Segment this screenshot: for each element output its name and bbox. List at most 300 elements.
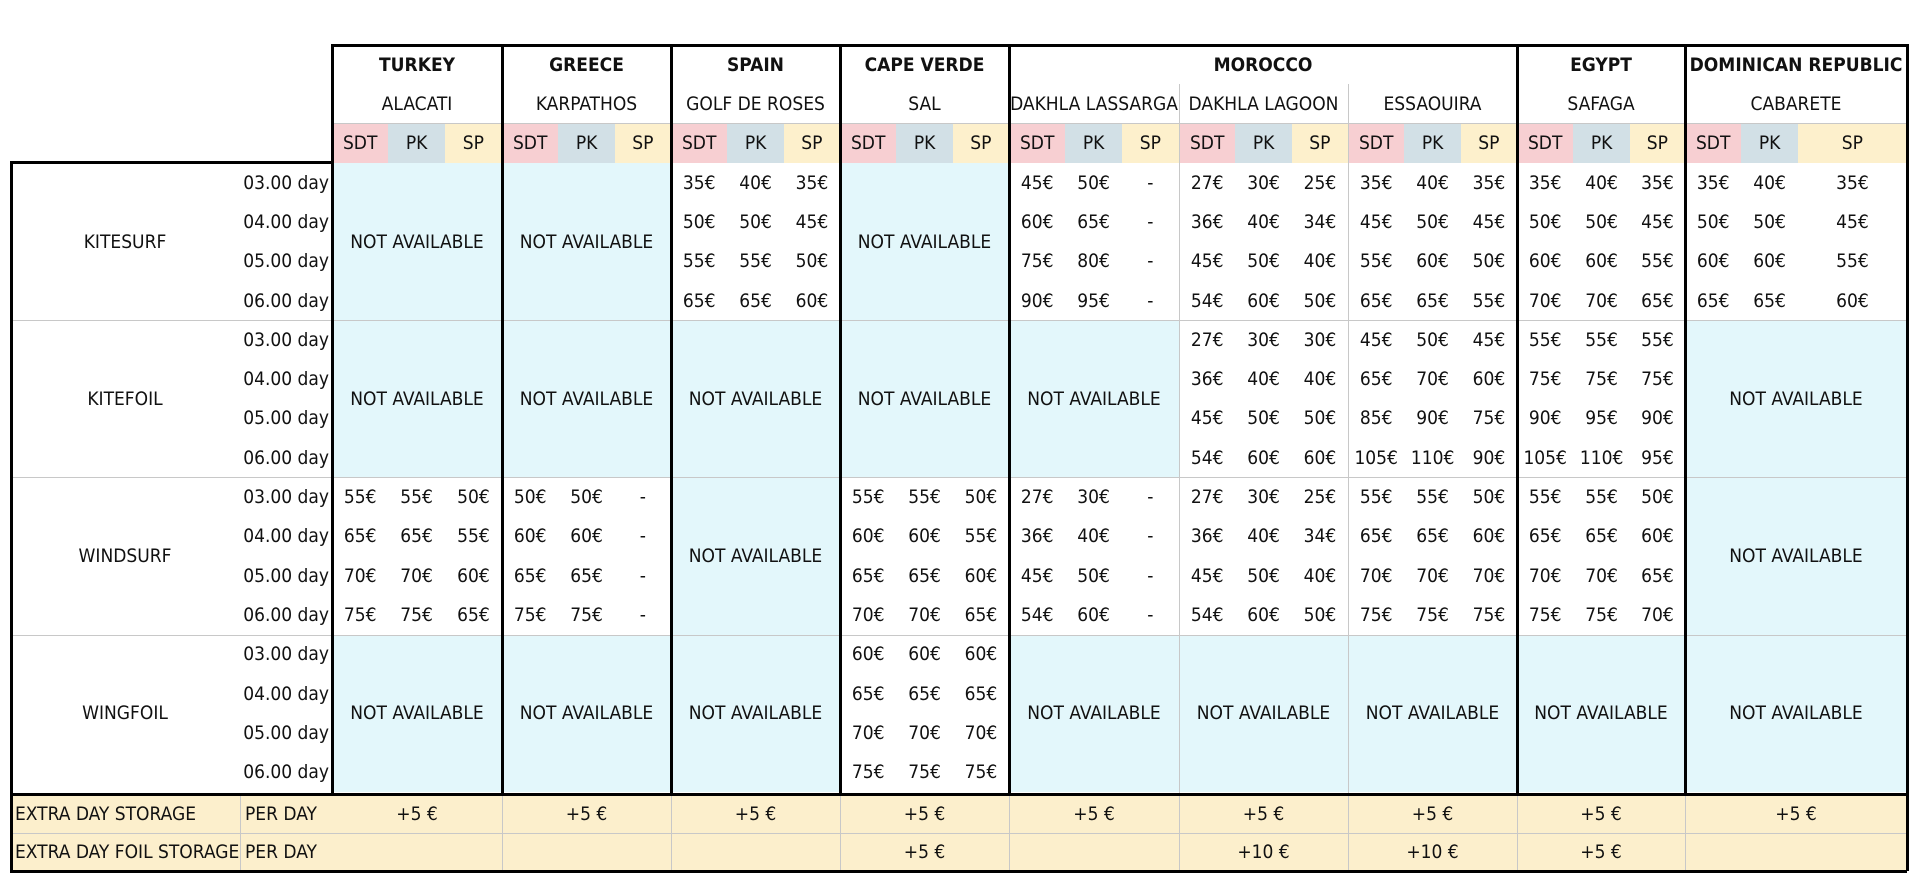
price-cell: 60€ [1696, 250, 1730, 273]
not-available-label: NOT AVAILABLE [350, 702, 484, 725]
price-cell: 65€ [1585, 525, 1618, 548]
price-cell: - [639, 603, 646, 626]
price-cell: 50€ [1247, 407, 1280, 430]
price-cell: 65€ [1359, 368, 1393, 391]
spot-name: SAFAGA [1567, 92, 1635, 115]
price-cell: 65€ [1641, 289, 1674, 312]
price-cell: 75€ [400, 603, 433, 626]
price-cell: 54€ [1190, 446, 1224, 469]
price-cell: 55€ [400, 486, 433, 509]
price-cell: 70€ [1359, 564, 1393, 587]
price-cell: 75€ [513, 603, 547, 626]
price-cell: 70€ [1528, 289, 1562, 312]
price-cell: - [639, 525, 646, 548]
spot-name: SAL [908, 92, 941, 115]
price-cell: 60€ [1472, 525, 1506, 548]
extra-price: +5 € [734, 803, 777, 825]
price-cell: 55€ [457, 525, 490, 548]
price-cell: 50€ [1753, 210, 1786, 233]
price-cell: 34€ [1303, 210, 1337, 233]
price-cell: 40€ [1247, 368, 1280, 391]
price-cell: 36€ [1020, 525, 1054, 548]
price-cell: 75€ [851, 761, 885, 784]
price-cell: 40€ [1303, 250, 1337, 273]
price-cell: 50€ [1247, 250, 1280, 273]
price-cell: 27€ [1190, 486, 1224, 509]
country-name: MOROCCO [1213, 54, 1313, 76]
price-cell: 50€ [1696, 210, 1730, 233]
not-available-label: NOT AVAILABLE [350, 230, 484, 253]
price-cell: 30€ [1247, 486, 1280, 509]
price-cell: 40€ [1303, 564, 1337, 587]
day-label: 06.00 day [243, 603, 329, 626]
col-label-sp: SP [1139, 132, 1161, 154]
price-cell: 60€ [795, 289, 829, 312]
price-cell: 75€ [908, 761, 941, 784]
price-cell: 36€ [1190, 210, 1224, 233]
price-cell: 80€ [1077, 250, 1110, 273]
price-cell: 45€ [1472, 210, 1506, 233]
extra-label: EXTRA DAY FOIL STORAGE [15, 841, 240, 863]
price-cell: 70€ [400, 564, 433, 587]
price-cell: 90€ [1528, 407, 1562, 430]
col-label-pk: PK [1590, 132, 1613, 154]
price-cell: 65€ [964, 682, 998, 705]
price-cell: 70€ [1416, 564, 1449, 587]
price-cell: 50€ [1416, 210, 1449, 233]
col-label-sp: SP [1309, 132, 1331, 154]
price-cell: 55€ [1416, 486, 1449, 509]
extra-label: EXTRA DAY STORAGE [15, 803, 196, 825]
price-cell: 40€ [1247, 525, 1280, 548]
price-cell: - [639, 564, 646, 587]
price-cell: 75€ [1020, 250, 1054, 273]
price-cell: 60€ [908, 643, 941, 666]
col-label-sdt: SDT [1527, 132, 1563, 154]
country-name: EGYPT [1570, 54, 1632, 76]
price-cell: 60€ [1753, 250, 1786, 273]
price-cell: 110€ [1579, 446, 1624, 469]
price-cell: 55€ [1472, 289, 1506, 312]
col-label-sp: SP [1478, 132, 1500, 154]
price-cell: 65€ [1077, 210, 1110, 233]
price-cell: 75€ [1585, 603, 1618, 626]
price-cell: 45€ [1472, 328, 1506, 351]
price-cell: 60€ [851, 643, 885, 666]
not-available-label: NOT AVAILABLE [688, 702, 823, 725]
price-cell: 70€ [1472, 564, 1506, 587]
price-cell: 60€ [1303, 446, 1337, 469]
col-label-sdt: SDT [342, 132, 378, 154]
extra-price: +10 € [1237, 841, 1290, 863]
price-cell: 55€ [1836, 250, 1869, 273]
col-label-pk: PK [1758, 132, 1781, 154]
price-cell: 50€ [964, 486, 998, 509]
price-cell: 30€ [1247, 171, 1280, 194]
col-label-sp: SP [632, 132, 654, 154]
price-cell: 65€ [570, 564, 603, 587]
price-cell: 50€ [682, 210, 716, 233]
price-cell: 45€ [1190, 564, 1224, 587]
day-label: 04.00 day [243, 525, 329, 548]
price-cell: - [1147, 486, 1154, 509]
price-cell: 27€ [1190, 328, 1224, 351]
price-cell: 70€ [908, 603, 941, 626]
price-cell: 40€ [1585, 171, 1618, 194]
spot-name: DAKHLA LAGOON [1188, 92, 1339, 115]
price-cell: 60€ [851, 525, 885, 548]
day-label: 03.00 day [243, 171, 329, 194]
price-cell: 70€ [343, 564, 377, 587]
not-available-label: NOT AVAILABLE [1729, 387, 1863, 410]
price-cell: 60€ [908, 525, 941, 548]
price-cell: 36€ [1190, 525, 1224, 548]
col-label-sp: SP [462, 132, 484, 154]
price-cell: 60€ [1247, 603, 1280, 626]
price-cell: 90€ [1416, 407, 1449, 430]
price-cell: - [1147, 289, 1154, 312]
price-cell: 90€ [1020, 289, 1054, 312]
price-cell: 75€ [1528, 603, 1562, 626]
day-label: 05.00 day [243, 721, 329, 744]
price-cell: 60€ [1836, 289, 1869, 312]
price-cell: 75€ [1472, 407, 1506, 430]
price-cell: 95€ [1641, 446, 1674, 469]
day-label: 03.00 day [243, 328, 329, 351]
price-cell: 45€ [1020, 171, 1054, 194]
price-cell: 55€ [1528, 486, 1562, 509]
spot-name: ALACATI [381, 92, 453, 115]
col-label-pk: PK [1252, 132, 1275, 154]
day-label: 06.00 day [243, 446, 329, 469]
not-available-label: NOT AVAILABLE [1534, 702, 1668, 725]
price-cell: 70€ [1641, 603, 1674, 626]
price-cell: 105€ [1523, 446, 1567, 469]
col-label-sdt: SDT [1019, 132, 1055, 154]
price-cell: 65€ [1416, 289, 1449, 312]
col-label-sdt: SDT [1358, 132, 1394, 154]
price-cell: 65€ [1416, 525, 1449, 548]
col-label-pk: PK [1082, 132, 1105, 154]
col-label-sdt: SDT [1189, 132, 1225, 154]
price-cell: 75€ [570, 603, 603, 626]
not-available-label: NOT AVAILABLE [519, 702, 654, 725]
price-cell: 30€ [1247, 328, 1280, 351]
col-label-sdt: SDT [850, 132, 886, 154]
extra-unit: PER DAY [245, 841, 317, 863]
day-label: 05.00 day [243, 250, 329, 273]
price-cell: 55€ [1585, 486, 1618, 509]
price-cell: 45€ [1641, 210, 1674, 233]
price-cell: 54€ [1190, 289, 1224, 312]
price-cell: 65€ [908, 682, 941, 705]
country-name: DOMINICAN REPUBLIC [1689, 54, 1903, 76]
price-cell: 60€ [964, 643, 998, 666]
price-cell: 55€ [343, 486, 377, 509]
not-available-label: NOT AVAILABLE [1729, 544, 1863, 567]
price-cell: 70€ [851, 721, 885, 744]
price-cell: 70€ [908, 721, 941, 744]
price-cell: 75€ [1585, 368, 1618, 391]
price-cell: 55€ [1641, 328, 1674, 351]
price-cell: 65€ [343, 525, 377, 548]
price-cell: 35€ [1836, 171, 1869, 194]
price-cell: 45€ [795, 210, 829, 233]
price-cell: 60€ [1585, 250, 1618, 273]
price-cell: 60€ [1416, 250, 1449, 273]
price-cell: 50€ [1416, 328, 1449, 351]
price-cell: - [1147, 210, 1154, 233]
price-cell: 75€ [1528, 368, 1562, 391]
not-available-label: NOT AVAILABLE [1027, 702, 1161, 725]
price-cell: 85€ [1359, 407, 1393, 430]
price-cell: 65€ [400, 525, 433, 548]
country-name: CAPE VERDE [864, 54, 985, 76]
extra-price: +5 € [903, 803, 946, 825]
price-cell: 50€ [1303, 603, 1337, 626]
price-cell: 70€ [964, 721, 998, 744]
price-cell: 60€ [570, 525, 603, 548]
price-cell: 45€ [1190, 407, 1224, 430]
price-cell: 65€ [457, 603, 490, 626]
price-cell: 60€ [1528, 250, 1562, 273]
extra-price: +5 € [1580, 803, 1622, 825]
price-cell: 60€ [457, 564, 490, 587]
price-cell: - [1147, 525, 1154, 548]
price-cell: 65€ [1641, 564, 1674, 587]
extra-price: +5 € [565, 803, 608, 825]
col-label-sdt: SDT [512, 132, 548, 154]
price-cell: 25€ [1303, 486, 1337, 509]
price-cell: 35€ [1359, 171, 1393, 194]
price-cell: 70€ [1585, 564, 1618, 587]
price-cell: 50€ [1585, 210, 1618, 233]
price-cell: 50€ [1303, 407, 1337, 430]
sport-name: KITESURF [83, 230, 167, 253]
price-cell: 70€ [1528, 564, 1562, 587]
extra-price: +5 € [396, 803, 438, 825]
price-cell: 50€ [1077, 171, 1110, 194]
col-label-sp: SP [801, 132, 823, 154]
extra-price: +5 € [1580, 841, 1622, 863]
price-cell: - [1147, 603, 1154, 626]
price-cell: 50€ [1303, 289, 1337, 312]
price-cell: 55€ [1641, 250, 1674, 273]
spot-name: DAKHLA LASSARGA [1010, 92, 1178, 115]
price-cell: 75€ [343, 603, 377, 626]
price-cell: 65€ [1753, 289, 1786, 312]
price-cell: 35€ [1696, 171, 1730, 194]
not-available-label: NOT AVAILABLE [1729, 702, 1863, 725]
not-available-label: NOT AVAILABLE [1365, 702, 1500, 725]
price-cell: 55€ [851, 486, 885, 509]
price-cell: 50€ [1472, 250, 1506, 273]
col-label-pk: PK [744, 132, 767, 154]
price-cell: 40€ [1247, 210, 1280, 233]
price-cell: 35€ [1641, 171, 1674, 194]
price-cell: 55€ [1359, 250, 1393, 273]
price-cell: 75€ [1641, 368, 1674, 391]
spot-name: ESSAOUIRA [1383, 92, 1482, 115]
price-cell: 65€ [739, 289, 772, 312]
col-label-pk: PK [1421, 132, 1444, 154]
price-cell: 65€ [513, 564, 547, 587]
price-cell: - [1147, 564, 1154, 587]
price-cell: 27€ [1020, 486, 1054, 509]
price-cell: 75€ [1472, 603, 1506, 626]
price-cell: 45€ [1190, 250, 1224, 273]
price-cell: 60€ [1247, 446, 1280, 469]
country-name: SPAIN [727, 54, 784, 76]
price-cell: 65€ [1359, 289, 1393, 312]
spot-name: KARPATHOS [535, 92, 638, 115]
price-cell: 55€ [1528, 328, 1562, 351]
price-cell: 60€ [513, 525, 547, 548]
price-cell: 60€ [1472, 368, 1506, 391]
price-cell: 50€ [1247, 564, 1280, 587]
price-cell: 40€ [1303, 368, 1337, 391]
price-cell: 30€ [1303, 328, 1337, 351]
extra-price: +10 € [1406, 841, 1459, 863]
price-cell: 65€ [964, 603, 998, 626]
col-label-sp: SP [1646, 132, 1668, 154]
price-cell: 40€ [1077, 525, 1110, 548]
price-cell: 65€ [1696, 289, 1730, 312]
price-cell: - [1147, 171, 1154, 194]
price-cell: 65€ [1359, 525, 1393, 548]
price-cell: 40€ [1416, 171, 1449, 194]
day-label: 03.00 day [243, 486, 329, 509]
price-cell: 50€ [1641, 486, 1674, 509]
day-label: 05.00 day [243, 407, 329, 430]
country-name: GREECE [549, 54, 624, 76]
extra-price: +5 € [1073, 803, 1115, 825]
price-cell: 70€ [1416, 368, 1449, 391]
price-cell: 50€ [457, 486, 490, 509]
col-label-sdt: SDT [681, 132, 717, 154]
price-cell: 90€ [1641, 407, 1674, 430]
price-cell: 54€ [1190, 603, 1224, 626]
price-cell: 65€ [851, 682, 885, 705]
col-label-pk: PK [405, 132, 428, 154]
price-cell: 40€ [1753, 171, 1786, 194]
price-cell: 60€ [1020, 210, 1054, 233]
col-label-sp: SP [1841, 132, 1863, 154]
day-label: 06.00 day [243, 289, 329, 312]
sport-name: KITEFOIL [87, 387, 163, 410]
price-cell: 25€ [1303, 171, 1337, 194]
extra-price: +5 € [903, 841, 946, 863]
price-cell: 55€ [1585, 328, 1618, 351]
price-cell: 45€ [1359, 210, 1393, 233]
price-cell: 35€ [1528, 171, 1562, 194]
price-cell: 35€ [1472, 171, 1506, 194]
spot-name: GOLF DE ROSES [686, 92, 825, 115]
not-available-label: NOT AVAILABLE [350, 387, 484, 410]
price-cell: - [639, 486, 646, 509]
price-cell: 105€ [1354, 446, 1398, 469]
price-cell: 110€ [1410, 446, 1455, 469]
price-cell: 65€ [851, 564, 885, 587]
price-cell: 65€ [682, 289, 716, 312]
price-cell: 55€ [682, 250, 716, 273]
price-cell: 60€ [964, 564, 998, 587]
not-available-label: NOT AVAILABLE [1027, 387, 1161, 410]
price-cell: 55€ [964, 525, 998, 548]
price-cell: 55€ [739, 250, 772, 273]
price-cell: 50€ [1472, 486, 1506, 509]
price-cell: 70€ [1585, 289, 1618, 312]
price-cell: 75€ [1416, 603, 1449, 626]
extra-price: +5 € [1411, 803, 1454, 825]
price-cell: - [1147, 250, 1154, 273]
not-available-label: NOT AVAILABLE [519, 230, 654, 253]
price-cell: 75€ [964, 761, 998, 784]
price-cell: 60€ [1641, 525, 1674, 548]
price-cell: 65€ [1528, 525, 1562, 548]
extra-price: +5 € [1775, 803, 1817, 825]
price-cell: 50€ [795, 250, 829, 273]
price-cell: 50€ [1077, 564, 1110, 587]
price-cell: 40€ [739, 171, 772, 194]
col-label-sp: SP [970, 132, 992, 154]
col-label-pk: PK [575, 132, 598, 154]
price-cell: 50€ [570, 486, 603, 509]
day-label: 04.00 day [243, 682, 329, 705]
price-cell: 27€ [1190, 171, 1224, 194]
price-cell: 35€ [682, 171, 716, 194]
price-cell: 35€ [795, 171, 829, 194]
price-cell: 75€ [1359, 603, 1393, 626]
not-available-label: NOT AVAILABLE [857, 230, 992, 253]
extra-price: +5 € [1242, 803, 1285, 825]
price-cell: 54€ [1020, 603, 1054, 626]
price-cell: 30€ [1077, 486, 1110, 509]
price-cell: 50€ [1528, 210, 1562, 233]
price-cell: 36€ [1190, 368, 1224, 391]
price-cell: 45€ [1020, 564, 1054, 587]
price-cell: 65€ [908, 564, 941, 587]
day-label: 04.00 day [243, 210, 329, 233]
extra-unit: PER DAY [245, 803, 317, 825]
price-cell: 34€ [1303, 525, 1337, 548]
not-available-label: NOT AVAILABLE [688, 544, 823, 567]
day-label: 06.00 day [243, 761, 329, 784]
country-name: TURKEY [378, 54, 455, 76]
price-cell: 45€ [1836, 210, 1869, 233]
sport-name: WINGFOIL [82, 702, 168, 725]
price-cell: 60€ [1247, 289, 1280, 312]
day-label: 04.00 day [243, 368, 329, 391]
spot-name: CABARETE [1750, 92, 1842, 115]
not-available-label: NOT AVAILABLE [857, 387, 992, 410]
not-available-label: NOT AVAILABLE [688, 387, 823, 410]
price-cell: 95€ [1585, 407, 1618, 430]
price-cell: 70€ [851, 603, 885, 626]
price-cell: 60€ [1077, 603, 1110, 626]
price-cell: 55€ [1359, 486, 1393, 509]
day-label: 03.00 day [243, 643, 329, 666]
price-cell: 90€ [1472, 446, 1506, 469]
col-label-pk: PK [913, 132, 936, 154]
price-cell: 95€ [1077, 289, 1110, 312]
not-available-label: NOT AVAILABLE [1196, 702, 1331, 725]
day-label: 05.00 day [243, 564, 329, 587]
price-cell: 55€ [908, 486, 941, 509]
price-cell: 50€ [739, 210, 772, 233]
col-label-sdt: SDT [1695, 132, 1731, 154]
price-cell: 50€ [513, 486, 547, 509]
